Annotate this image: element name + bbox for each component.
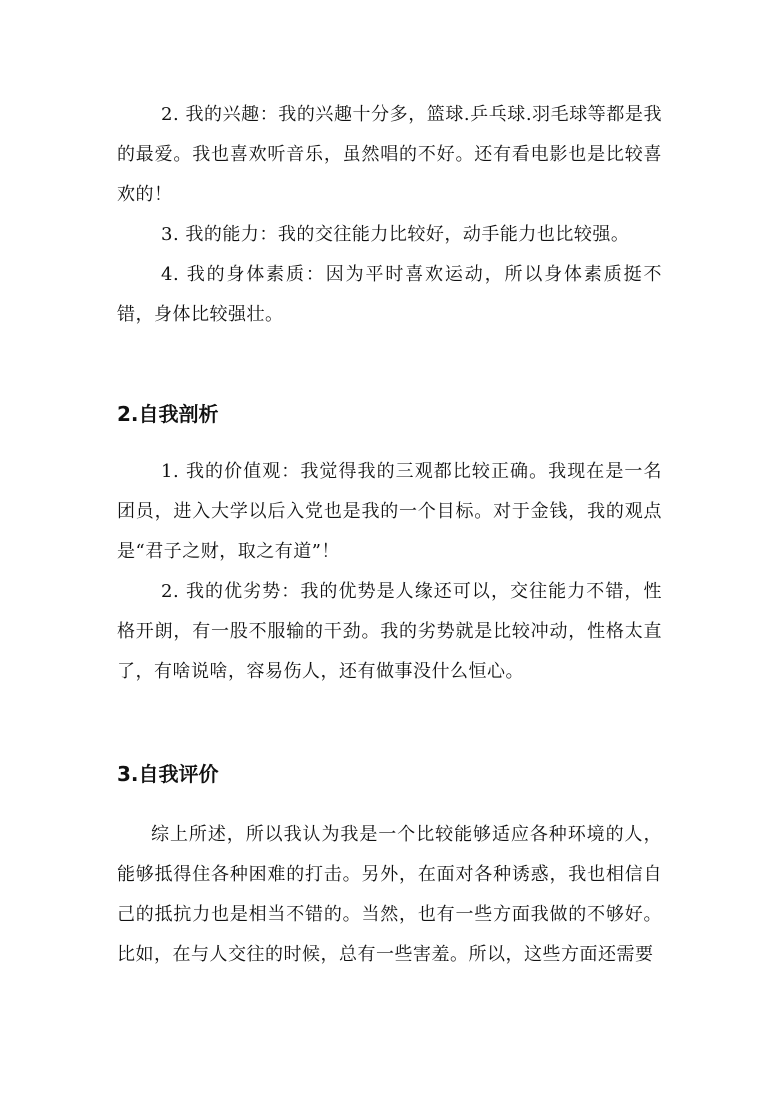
interests-abilities-section	[117, 95, 662, 335]
interest-paragraph: 2. 我的兴趣：我的兴趣十分多，篮球.乒乓球.羽毛球等都是我的最爱。我也喜欢听音乐，虽然唱的不好。还有看电影也是比较喜欢的！	[117, 104, 662, 205]
values-paragraph: 1. 我的价值观：我觉得我的三观都比较正确。我现在是一名团员，进入大学以后入党也是我的一个目标。对于金钱，我的观点是“君子之财，取之有道”！	[117, 461, 662, 562]
self-analysis-section	[117, 452, 662, 692]
self-analysis-heading: 2.自我剖析	[117, 402, 219, 426]
evaluation-paragraph: 综上所述，所以我认为我是一个比较能够适应各种环境的人，能够抵得住各种困难的打击。另外，在面对各种诱惑，我也相信自己的抵抗力也是相当不错的。当然，也有一些方面我做的不够好。比如，在与人交往的时候，总有一些害羞。所以，这些方面还需要	[117, 824, 662, 965]
strengths-weaknesses-paragraph: 2. 我的优劣势：我的优势是人缘还可以，交往能力不错，性格开朗，有一股不服输的干劲。我的劣势就是比较冲动，性格太直了，有啥说啥，容易伤人，还有做事没什么恒心。	[117, 581, 662, 682]
physical-paragraph: 4. 我的身体素质：因为平时喜欢运动，所以身体素质挺不错，身体比较强壮。	[117, 264, 662, 325]
ability-paragraph: 3. 我的能力：我的交往能力比较好，动手能力也比较强。	[161, 224, 630, 245]
self-evaluation-heading: 3.自我评价	[117, 762, 219, 786]
self-evaluation-section	[117, 815, 662, 975]
